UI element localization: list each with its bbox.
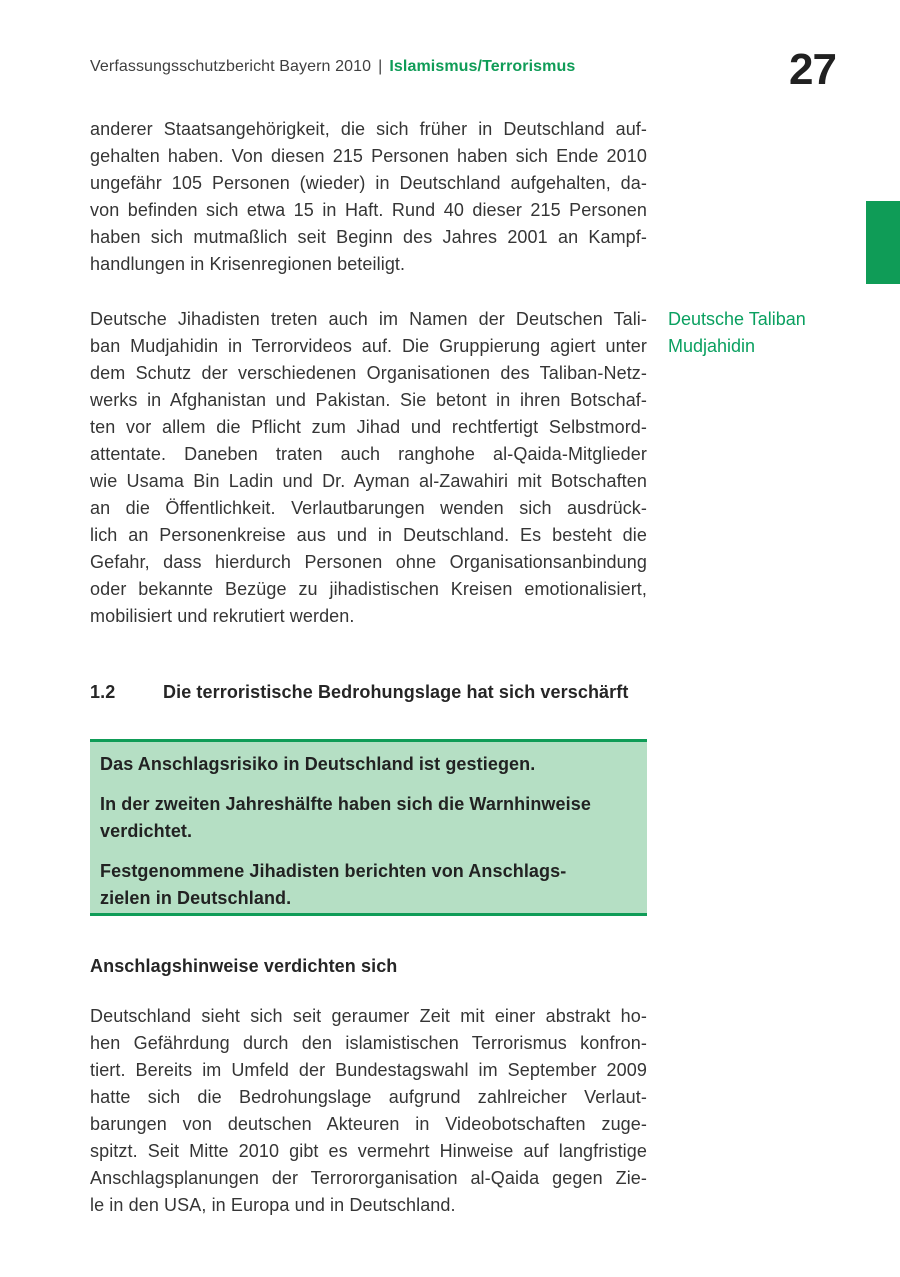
body-paragraph-1 xyxy=(90,116,647,278)
text-line: Festgenommene Jihadisten berichten von Anschlags- xyxy=(100,861,567,881)
text-line: hen Gefährdung durch den islamistischen Terrorismus konfron- xyxy=(90,1033,647,1053)
text-line: ten vor allem die Pflicht zum Jihad und rechtfertigt Selbstmord- xyxy=(90,417,647,437)
page-number: 27 xyxy=(789,45,836,94)
text-line: tiert. Bereits im Umfeld der Bundestagswahl im September 2009 xyxy=(90,1060,647,1080)
text-line: wie Usama Bin Ladin und Dr. Ayman al-Zawahiri mit Botschaften xyxy=(90,471,647,491)
body-paragraph-3 xyxy=(90,1003,647,1219)
report-title: Verfassungsschutzbericht Bayern 2010 xyxy=(90,58,372,75)
text-line: Das Anschlagsrisiko in Deutschland ist gestiegen. xyxy=(100,754,536,774)
text-line: Deutsche Taliban xyxy=(668,309,806,329)
section-title: Die terroristische Bedrohungslage hat sich verschärft xyxy=(163,682,629,702)
main-text-column xyxy=(90,0,647,1219)
text-line: lich an Personenkreise aus und in Deutschland. Es besteht die xyxy=(90,525,647,545)
text-line: ban Mudjahidin in Terrorvideos auf. Die Gruppierung agiert unter xyxy=(90,336,647,356)
body-paragraph-2 xyxy=(90,306,647,630)
text-line: ungefähr 105 Personen (wieder) in Deutschland aufgehalten, da- xyxy=(90,173,647,193)
text-line: handlungen in Krisenregionen beteiligt. xyxy=(90,254,406,274)
text-line: hatte sich die Bedrohungslage aufgrund zahlreicher Verlaut- xyxy=(90,1087,647,1107)
subheading: Anschlagshinweise verdichten sich xyxy=(90,956,398,976)
text-line: verdichtet. xyxy=(100,821,193,841)
text-line: Anschlagsplanungen der Terrororganisation al-Qaida gegen Zie- xyxy=(90,1168,647,1188)
text-line: dem Schutz der verschiedenen Organisationen des Taliban-Netz- xyxy=(90,363,647,383)
section-heading xyxy=(90,679,647,706)
text-line: oder bekannte Bezüge zu jihadistischen Kreisen emotionalisiert, xyxy=(90,579,647,599)
text-line: mobilisiert und rekrutiert werden. xyxy=(90,606,355,626)
header-section-label: Islamismus/Terrorismus xyxy=(389,58,576,75)
text-line: Deutsche Jihadisten treten auch im Namen der Deutschen Tali- xyxy=(90,309,647,329)
text-line: anderer Staatsangehörigkeit, die sich früher in Deutschland auf- xyxy=(90,119,647,139)
text-line: gehalten haben. Von diesen 215 Personen haben sich Ende 2010 xyxy=(90,146,647,166)
summary-statement-2 xyxy=(100,791,637,845)
text-line: spitzt. Seit Mitte 2010 gibt es vermehrt Hinweise auf langfristige xyxy=(90,1141,647,1161)
text-line: haben sich mutmaßlich seit Beginn des Jahres 2001 an Kampf- xyxy=(90,227,647,247)
text-line: In der zweiten Jahreshälfte haben sich die Warnhinweise xyxy=(100,794,591,814)
text-line: zielen in Deutschland. xyxy=(100,888,292,908)
text-line: Gefahr, dass hierdurch Personen ohne Organisationsanbindung xyxy=(90,552,647,572)
header-separator: | xyxy=(378,58,383,75)
summary-highlight-box xyxy=(90,739,647,916)
text-line: werks in Afghanistan und Pakistan. Sie betont in ihren Botschaf- xyxy=(90,390,647,410)
summary-statement-3 xyxy=(100,858,637,912)
margin-note xyxy=(668,306,868,360)
summary-statement-1 xyxy=(100,751,637,778)
text-line: Deutschland sieht sich seit geraumer Zeit mit einer abstrakt ho- xyxy=(90,1006,647,1026)
text-line: attentate. Daneben traten auch ranghohe al-Qaida-Mitglieder xyxy=(90,444,647,464)
chapter-tab-marker xyxy=(866,201,900,284)
text-line: von befinden sich etwa 15 in Haft. Rund 40 dieser 215 Personen xyxy=(90,200,647,220)
text-line: le in den USA, in Europa und in Deutschland. xyxy=(90,1195,456,1215)
section-number: 1.2 xyxy=(90,682,116,702)
text-line: Mudjahidin xyxy=(668,336,756,356)
text-line: barungen von deutschen Akteuren in Videobotschaften zuge- xyxy=(90,1114,647,1134)
text-line: an die Öffentlichkeit. Verlautbarungen wenden sich ausdrück- xyxy=(90,498,647,518)
